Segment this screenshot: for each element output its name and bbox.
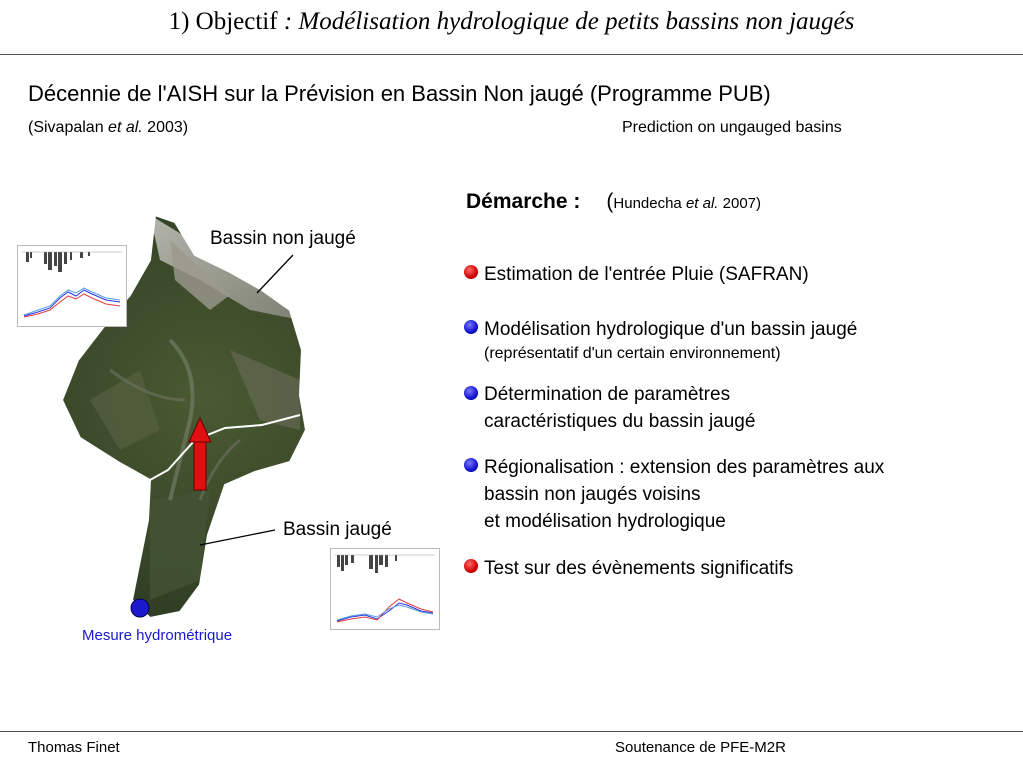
rain-bars [26,252,90,272]
footer-author: Thomas Finet [28,739,120,756]
title-divider [0,54,1023,55]
rain-bars [337,555,397,573]
list-item-modelisation [484,316,857,365]
hydrograph-ungauged [17,245,127,327]
slide-title [0,8,1023,36]
bullet-red-icon [464,559,478,573]
section-heading: Décennie de l'AISH sur la Prévision en Bassin Non jaugé (Programme PUB) [28,81,771,106]
bullet-blue-icon [464,458,478,472]
list-item-pluie: Estimation de l'entrée Pluie (SAFRAN) [484,264,809,285]
title-prefix: 1) Objectif [168,8,278,35]
bullet-blue-icon [464,320,478,334]
item-regionalisation-line3: et modélisation hydrologique [484,511,726,532]
list-item-regionalisation [484,454,884,535]
bullet-blue-icon [464,386,478,400]
item-determination-line2: caractéristiques du bassin jaugé [484,411,756,432]
station-label: Mesure hydrométrique [82,627,233,644]
bullet-red-icon [464,265,478,279]
station-marker-icon [131,599,149,617]
item-modelisation-sub: (représentatif d'un certain environnement) [484,345,781,362]
citation-post: 2003) [142,119,189,136]
demarche-label: Démarche : [466,190,581,213]
label-gauged-basin: Bassin jaugé [283,519,392,540]
hydrograph-gauged [330,548,440,630]
demarche-ref-pre: Hundecha [613,195,686,212]
citation-pre: (Sivapalan [28,119,109,136]
pointer-gauged [200,530,275,545]
title-italic: : Modélisation hydrologique de petits bassins non jaugés [277,8,855,35]
label-ungauged-basin: Bassin non jaugé [210,228,356,249]
demarche-paren: ( [606,190,614,213]
pointer-ungauged [257,255,293,293]
demarche-ref-etal: et al. [685,195,719,212]
demarche-heading [466,190,761,214]
pub-label: Prediction on ungauged basins [622,119,842,136]
list-item-determination [484,381,755,435]
demarche-ref-post: 2007) [718,195,762,212]
footer-divider [0,731,1023,732]
item-regionalisation-line1: Régionalisation : extension des paramètres aux [484,457,885,478]
item-regionalisation-line2: bassin non jaugés voisins [484,484,701,505]
citation-etal: et al. [108,119,143,136]
list-item-test: Test sur des évènements significatifs [484,558,794,579]
item-determination-line1: Détermination de paramètres [484,384,731,405]
citation [28,119,188,137]
footer-event: Soutenance de PFE-M2R [615,739,786,756]
item-modelisation-text: Modélisation hydrologique d'un bassin jaugé [484,319,858,340]
